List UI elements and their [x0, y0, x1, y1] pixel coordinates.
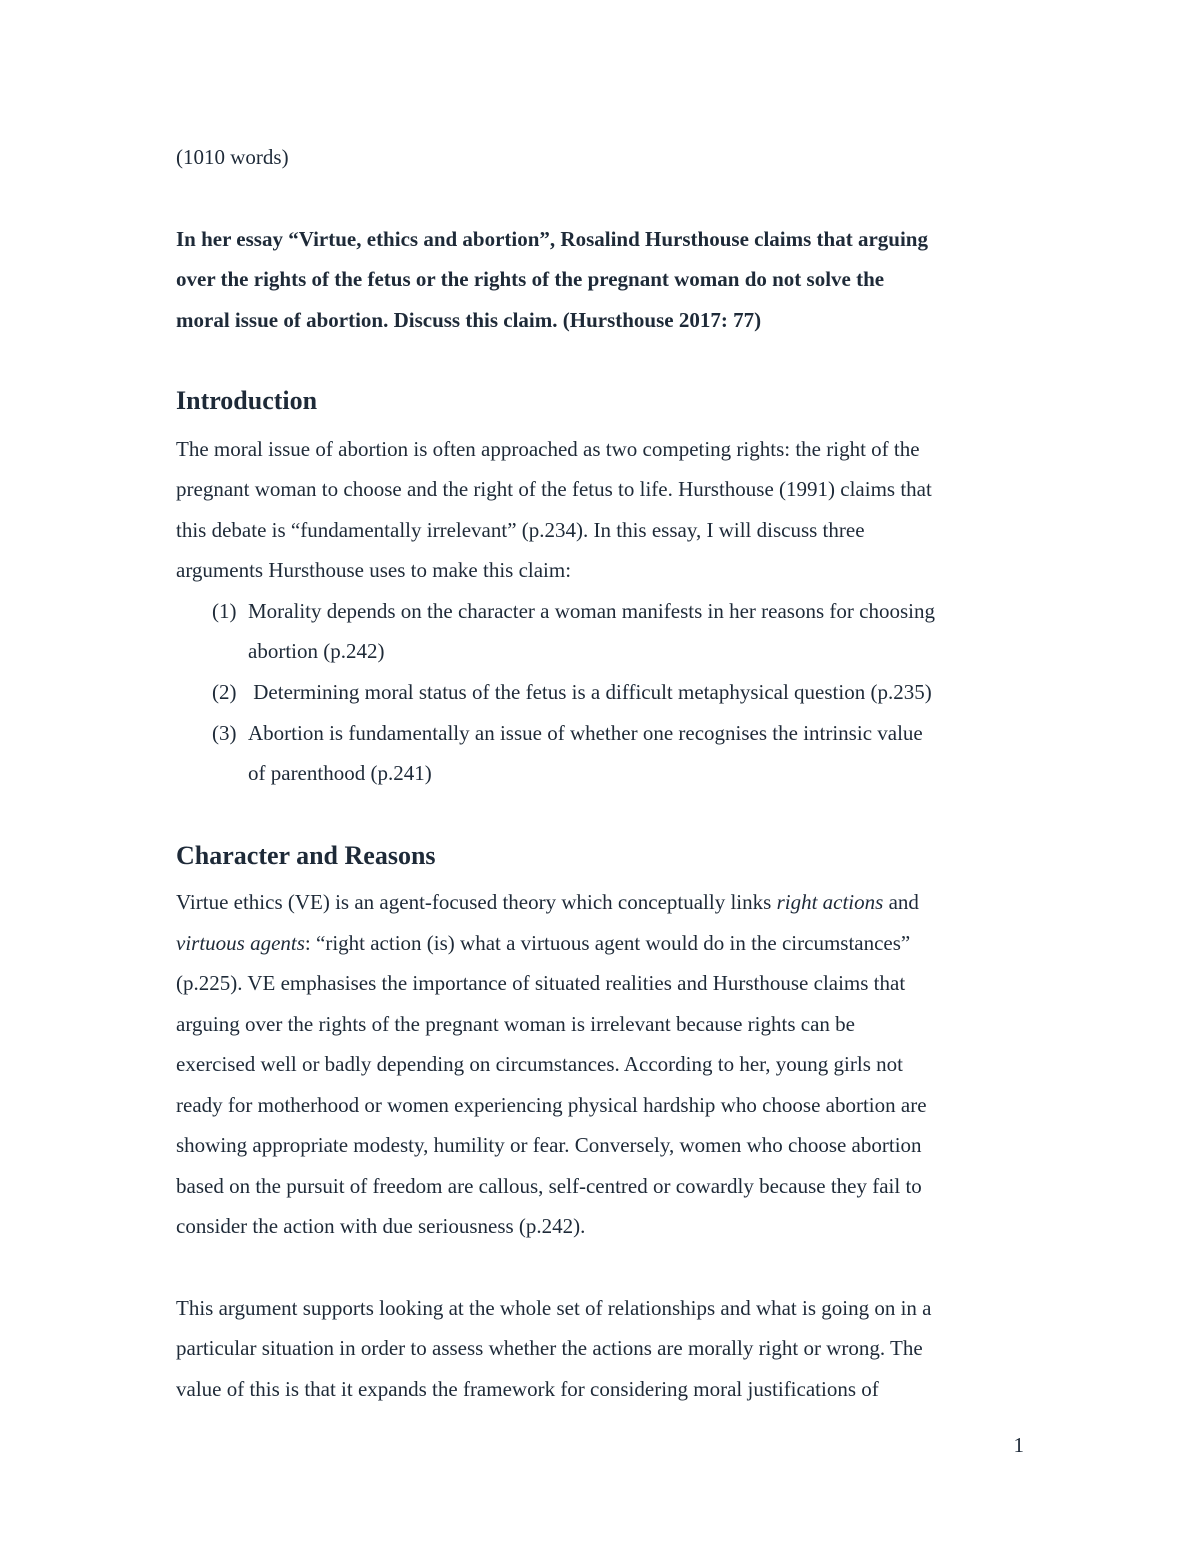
list-item: [212, 720, 923, 746]
paragraph-line: exercised well or badly depending on circumstances. According to her, young girls not: [176, 1052, 903, 1076]
list-number: (3): [212, 721, 237, 745]
essay-question-line: In her essay “Virtue, ethics and abortion”, Rosalind Hursthouse claims that arguing: [176, 227, 928, 251]
section-heading-introduction: Introduction: [176, 386, 318, 415]
word-count: (1010 words): [176, 145, 289, 169]
paragraph-line: based on the pursuit of freedom are callous, self-centred or cowardly because they fail to: [176, 1174, 922, 1198]
list-item-continuation: of parenthood (p.241): [248, 761, 432, 785]
page-number: 1: [1013, 1433, 1024, 1457]
paragraph-line: The moral issue of abortion is often approached as two competing rights: the right of the: [176, 437, 920, 461]
list-item-continuation: abortion (p.242): [248, 639, 385, 663]
essay-question-line: moral issue of abortion. Discuss this claim. (Hursthouse 2017: 77): [176, 308, 762, 332]
list-number: (1): [212, 599, 237, 623]
paragraph-line: ready for motherhood or women experiencing physical hardship who choose abortion are: [176, 1093, 927, 1117]
paragraph-line: arguing over the rights of the pregnant woman is irrelevant because rights can be: [176, 1012, 855, 1036]
list-item-text: Morality depends on the character a woman manifests in her reasons for choosing: [248, 599, 935, 623]
list-item-text: Abortion is fundamentally an issue of whether one recognises the intrinsic value: [248, 721, 923, 745]
list-item: [212, 679, 932, 705]
paragraph-line: arguments Hursthouse uses to make this claim:: [176, 558, 572, 582]
paragraph-line: This argument supports looking at the whole set of relationships and what is going on in a: [176, 1296, 932, 1320]
text-run: and: [883, 890, 919, 914]
paragraph-line: value of this is that it expands the framework for considering moral justifications of: [176, 1377, 879, 1401]
paragraph-line: this debate is “fundamentally irrelevant” (p.234). In this essay, I will discuss three: [176, 518, 865, 542]
paragraph-line: pregnant woman to choose and the right of the fetus to life. Hursthouse (1991) claims that: [176, 477, 932, 501]
italic-term: right actions: [776, 890, 884, 914]
list-item-text: Determining moral status of the fetus is a difficult metaphysical question (p.235): [248, 680, 932, 704]
italic-term: virtuous agents: [176, 931, 305, 955]
paragraph-line: showing appropriate modesty, humility or fear. Conversely, women who choose abortion: [176, 1133, 922, 1157]
list-number: (2): [212, 680, 237, 704]
text-run: Virtue ethics (VE) is an agent-focused theory which conceptually links: [176, 890, 777, 914]
section-heading-character-and-reasons: Character and Reasons: [176, 841, 436, 870]
paragraph-line: [176, 930, 910, 956]
essay-question-line: over the rights of the fetus or the rights of the pregnant woman do not solve the: [176, 267, 885, 291]
paragraph-line: particular situation in order to assess whether the actions are morally right or wrong. The: [176, 1336, 923, 1360]
list-item: [212, 598, 935, 624]
text-run: : “right action (is) what a virtuous agent would do in the circumstances”: [304, 931, 911, 955]
paragraph-line: (p.225). VE emphasises the importance of situated realities and Hursthouse claims that: [176, 971, 906, 995]
paragraph-line: [176, 889, 919, 915]
paragraph-line: consider the action with due seriousness (p.242).: [176, 1214, 586, 1238]
